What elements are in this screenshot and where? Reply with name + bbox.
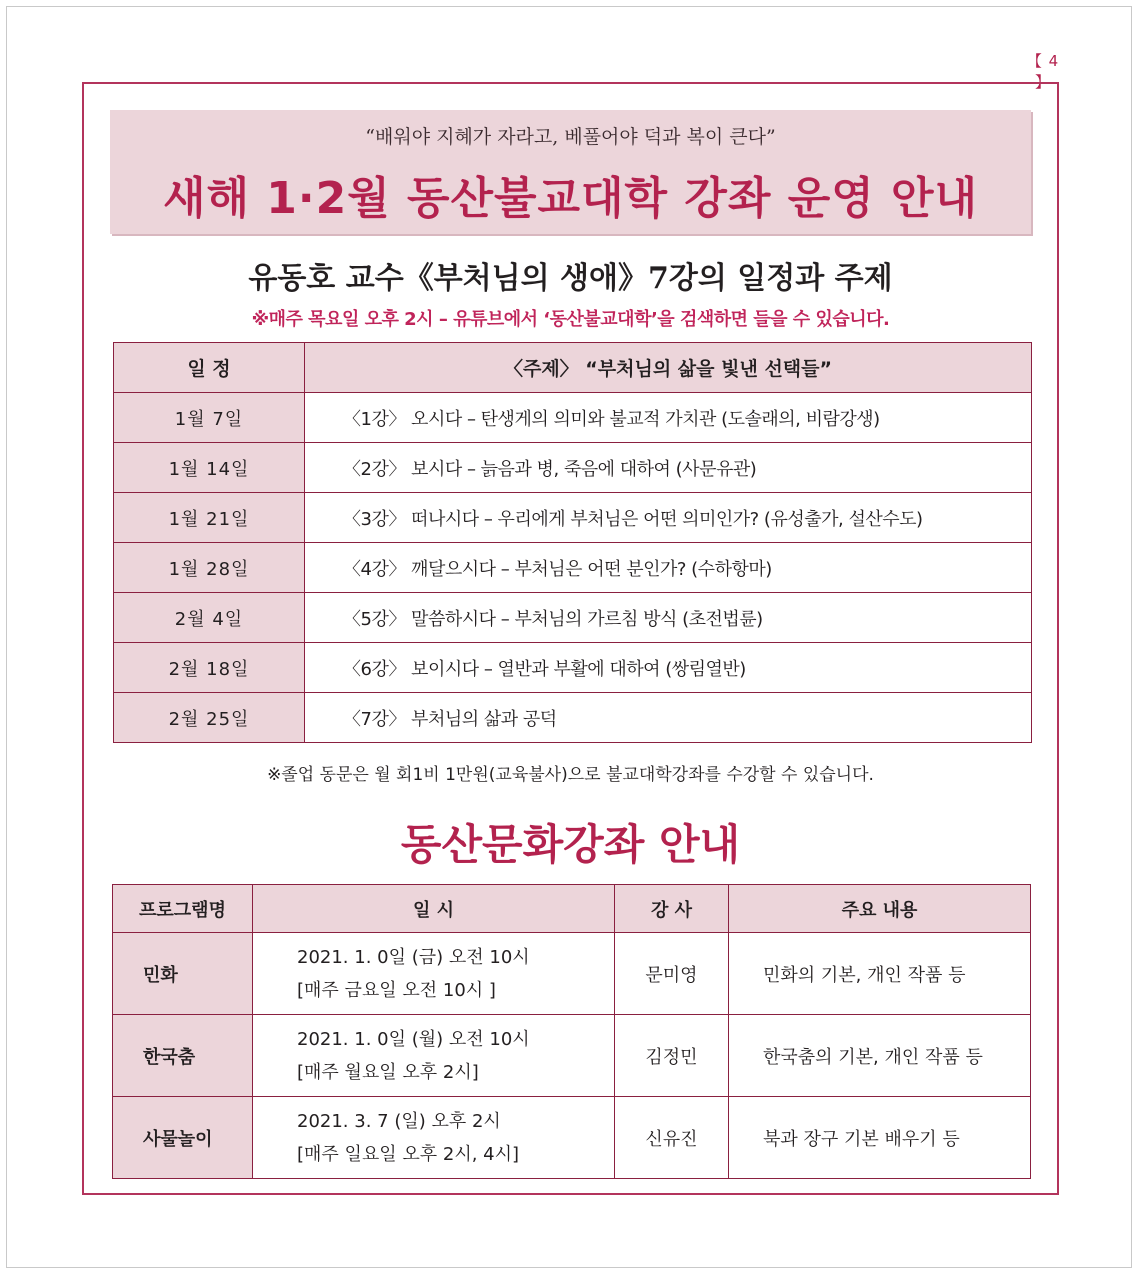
schedule-topic: 〈7강〉 부처님의 삶과 공덕: [305, 693, 1032, 743]
schedule-topic: 〈5강〉 말씀하시다 – 부처님의 가르침 방식 (초전법륜): [305, 593, 1032, 643]
program-time: [253, 1015, 615, 1097]
lecture-subtitle: 유동호 교수《부처님의 생애》7강의 일정과 주제: [248, 261, 893, 296]
program-name: 한국춤: [113, 1015, 253, 1097]
program-instructor: 문미영: [615, 933, 729, 1015]
table-row: [114, 693, 1032, 743]
program-time-start: 2021. 3. 7 (일) 오후 2시: [297, 1110, 501, 1132]
column-header-content: 주요 내용: [729, 885, 1031, 933]
program-time-recurring: [매주 일요일 오후 2시, 4시]: [297, 1143, 520, 1165]
program-time: [253, 933, 615, 1015]
schedule-date: 2월 25일: [114, 693, 305, 743]
schedule-topic: 〈3강〉 떠나시다 – 우리에게 부처님은 어떤 의미인가? (유성출가, 설산수도): [305, 493, 1032, 543]
page-title: 새해 1·2월 동산불교대학 강좌 운영 안내: [162, 173, 979, 224]
program-time: [253, 1097, 615, 1179]
lecture-notice: ※매주 목요일 오후 2시 – 유튜브에서 ‘동산불교대학’을 검색하면 들을 수 있습니다.: [251, 309, 890, 330]
schedule-topic: 〈1강〉 오시다 – 탄생게의 의미와 불교적 가치관 (도솔래의, 비람강생): [305, 393, 1032, 443]
table-row: [114, 643, 1032, 693]
program-time-start: 2021. 1. 0일 (금) 오전 10시: [297, 946, 530, 968]
column-header-date: 일 정: [114, 343, 305, 393]
culture-program-table: [112, 884, 1031, 1179]
schedule-date: 2월 4일: [114, 593, 305, 643]
page-number: 【 4 】: [1026, 52, 1060, 91]
table-header-row: [113, 885, 1031, 933]
schedule-date: 1월 14일: [114, 443, 305, 493]
table-row: [113, 1097, 1031, 1179]
schedule-date: 1월 21일: [114, 493, 305, 543]
schedule-date: 1월 28일: [114, 543, 305, 593]
table-row: [113, 1015, 1031, 1097]
table-row: [114, 493, 1032, 543]
program-name: 민화: [113, 933, 253, 1015]
table-header-row: [114, 343, 1032, 393]
table-row: [114, 593, 1032, 643]
schedule-topic: 〈2강〉 보시다 – 늙음과 병, 죽음에 대하여 (사문유관): [305, 443, 1032, 493]
schedule-topic: 〈4강〉 깨달으시다 – 부처님은 어떤 분인가? (수하항마): [305, 543, 1032, 593]
column-header-topic: 〈주제〉 “부처님의 삶을 빛낸 선택들”: [305, 343, 1032, 393]
culture-section-title: 동산문화강좌 안내: [400, 820, 741, 869]
program-instructor: 김정민: [615, 1015, 729, 1097]
lecture-schedule-table: [113, 342, 1032, 743]
table-row: [114, 443, 1032, 493]
program-content: 북과 장구 기본 배우기 등: [729, 1097, 1031, 1179]
schedule-date: 1월 7일: [114, 393, 305, 443]
program-instructor: 신유진: [615, 1097, 729, 1179]
header-quote: “배워야 지혜가 자라고, 베풀어야 덕과 복이 큰다”: [365, 126, 776, 148]
column-header-instructor: 강 사: [615, 885, 729, 933]
schedule-date: 2월 18일: [114, 643, 305, 693]
table-row: [114, 393, 1032, 443]
column-header-time: 일 시: [253, 885, 615, 933]
program-time-recurring: [매주 월요일 오후 2시]: [297, 1061, 479, 1083]
program-time-start: 2021. 1. 0일 (월) 오전 10시: [297, 1028, 530, 1050]
graduate-note: ※졸업 동문은 월 회1비 1만원(교육불사)으로 불교대학강좌를 수강할 수 있습니다.: [267, 765, 874, 785]
table-row: [114, 543, 1032, 593]
program-name: 사물놀이: [113, 1097, 253, 1179]
program-content: 민화의 기본, 개인 작품 등: [729, 933, 1031, 1015]
schedule-topic: 〈6강〉 보이시다 – 열반과 부활에 대하여 (쌍림열반): [305, 643, 1032, 693]
column-header-program: 프로그램명: [113, 885, 253, 933]
table-row: [113, 933, 1031, 1015]
header-banner: [110, 110, 1031, 234]
program-content: 한국춤의 기본, 개인 작품 등: [729, 1015, 1031, 1097]
program-time-recurring: [매주 금요일 오전 10시 ]: [297, 979, 496, 1001]
